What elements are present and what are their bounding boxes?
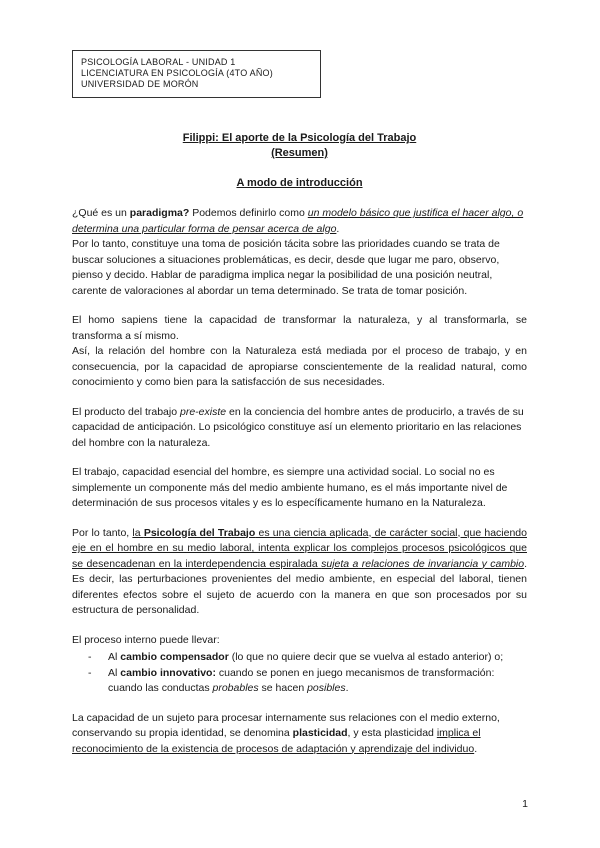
term-cambio-innovativo: cambio innovativo: — [120, 666, 216, 679]
text-span: Al — [108, 666, 121, 679]
text-span: El homo sapiens tiene la capacidad de transformar la naturaleza, y al transformarla, se transforma a sí mismo. — [72, 314, 527, 342]
document-body — [72, 206, 527, 771]
header-course: PSICOLOGÍA LABORAL - UNIDAD 1 — [81, 57, 236, 67]
paragraph-plasticidad — [72, 711, 527, 758]
term-pre-existe: pre-existe — [179, 405, 227, 418]
change-types-list — [72, 650, 527, 697]
term-invariancia-cambio: sujeta a relaciones de invariancia y cambio — [321, 557, 525, 570]
text-span: La capacidad de un sujeto para procesar internamente sus relaciones con el medio externo, conservando su propia identidad, se denomina — [72, 711, 500, 739]
term-probables: probables — [212, 682, 259, 694]
text-span: . — [336, 222, 340, 235]
text-span: Por lo tanto, constituye una toma de posición tácita sobre las prioridades cuando se trata de buscar soluciones a situaciones problemáticas, es decir, desde que lugar me paro, observo, pienso y decido. Hablar de paradigma implica negar la posibilidad de una posición neutral, carente de valoraciones al abordar un tema determinado. Se trata de tomar posición. — [72, 238, 500, 297]
paragraph-psicologia-trabajo — [72, 526, 527, 619]
definition-psicologia-trabajo: es una ciencia aplicada, de carácter social, que haciendo eje en el hombre en su medio laboral, intenta explicar los complejos procesos psicológicos que se desencadenan en la interdependencia espiralada — [72, 526, 527, 570]
header-degree: LICENCIATURA EN PSICOLOGÍA (4TO AÑO) — [81, 68, 273, 78]
text-span: Así, la relación del hombre con la Naturaleza está mediada por el proceso de trabajo, y en consecuencia, por la capacidad de apropiarse conscientemente de la realidad natural, como conocimiento y como bien para la satisfacción de sus necesidades. — [72, 345, 527, 388]
paragraph-producto-trabajo — [72, 405, 527, 452]
text-span: en la conciencia del hombre antes de producirlo, a través de su capacidad de anticipación. Lo psicológico constituye así un elemento prioritario en las relaciones del hombre con la naturaleza. — [72, 405, 524, 449]
term-paradigma: paradigma? — [129, 207, 190, 219]
term-cambio-compensador: cambio compensador — [120, 651, 229, 663]
text-span: El producto del trabajo — [72, 405, 180, 418]
header-university: UNIVERSIDAD DE MORÓN — [81, 79, 199, 89]
term-psicologia-trabajo: Psicología del Trabajo — [143, 526, 256, 539]
text-span: . — [345, 682, 349, 694]
term-plasticidad: plasticidad — [292, 727, 348, 739]
paragraph-homo-sapiens — [72, 313, 527, 391]
title-main: Filippi: El aporte de la Psicología del Trabajo — [182, 132, 417, 144]
section-heading: A modo de introducción — [236, 177, 363, 189]
text-span: . — [474, 742, 478, 755]
dash-bullet: - — [88, 666, 92, 679]
page-number: 1 — [522, 798, 528, 810]
paragraph-paradigma — [72, 206, 527, 299]
paragraph-trabajo-social: El trabajo, capacidad esencial del hombre, es siempre una actividad social. Lo social no es simplemente un componente más del medio ambiente humano, es el más importante nivel de determinación de sus procesos vitales y es lo específicamente humano en la Naturaleza. — [72, 466, 508, 509]
definition-plasticidad: implica el reconocimiento de la existencia de procesos de adaptación y aprendizaje del individuo — [72, 727, 481, 755]
text-span: se hacen — [258, 682, 308, 694]
list-item — [88, 650, 527, 666]
text-span: ¿Qué es un — [72, 207, 130, 219]
definition-paradigma: un modelo básico que justifica el hacer algo, o determina una particular forma de pensar acerca de algo — [72, 207, 524, 235]
list-item — [88, 666, 527, 697]
title-sub: (Resumen) — [271, 147, 328, 159]
text-span: Al — [108, 651, 121, 663]
text-span: (lo que no quiere decir que se vuelva al estado anterior) o; — [228, 651, 504, 663]
text-span: , y esta plasticidad — [347, 727, 437, 739]
text-span: cuando se ponen en juego mecanismos de transformación: cuando las conductas — [108, 666, 495, 694]
dash-bullet: - — [88, 651, 92, 663]
paragraph-proceso-interno: El proceso interno puede llevar: — [72, 633, 220, 646]
text-span: . Es decir, las perturbaciones provenientes del medio ambiente, en especial del laboral, tienen diferentes efectos sobre el sujeto de acuerdo con la manera en que son procesados por su estructura de personalidad. — [72, 557, 527, 616]
text-span: Por lo tanto, — [72, 526, 133, 539]
text-span: Podemos definirlo como — [189, 207, 308, 219]
document-title — [72, 131, 527, 161]
text-span: la — [132, 526, 144, 539]
course-header-box — [72, 50, 321, 98]
term-posibles: posibles — [307, 682, 346, 694]
